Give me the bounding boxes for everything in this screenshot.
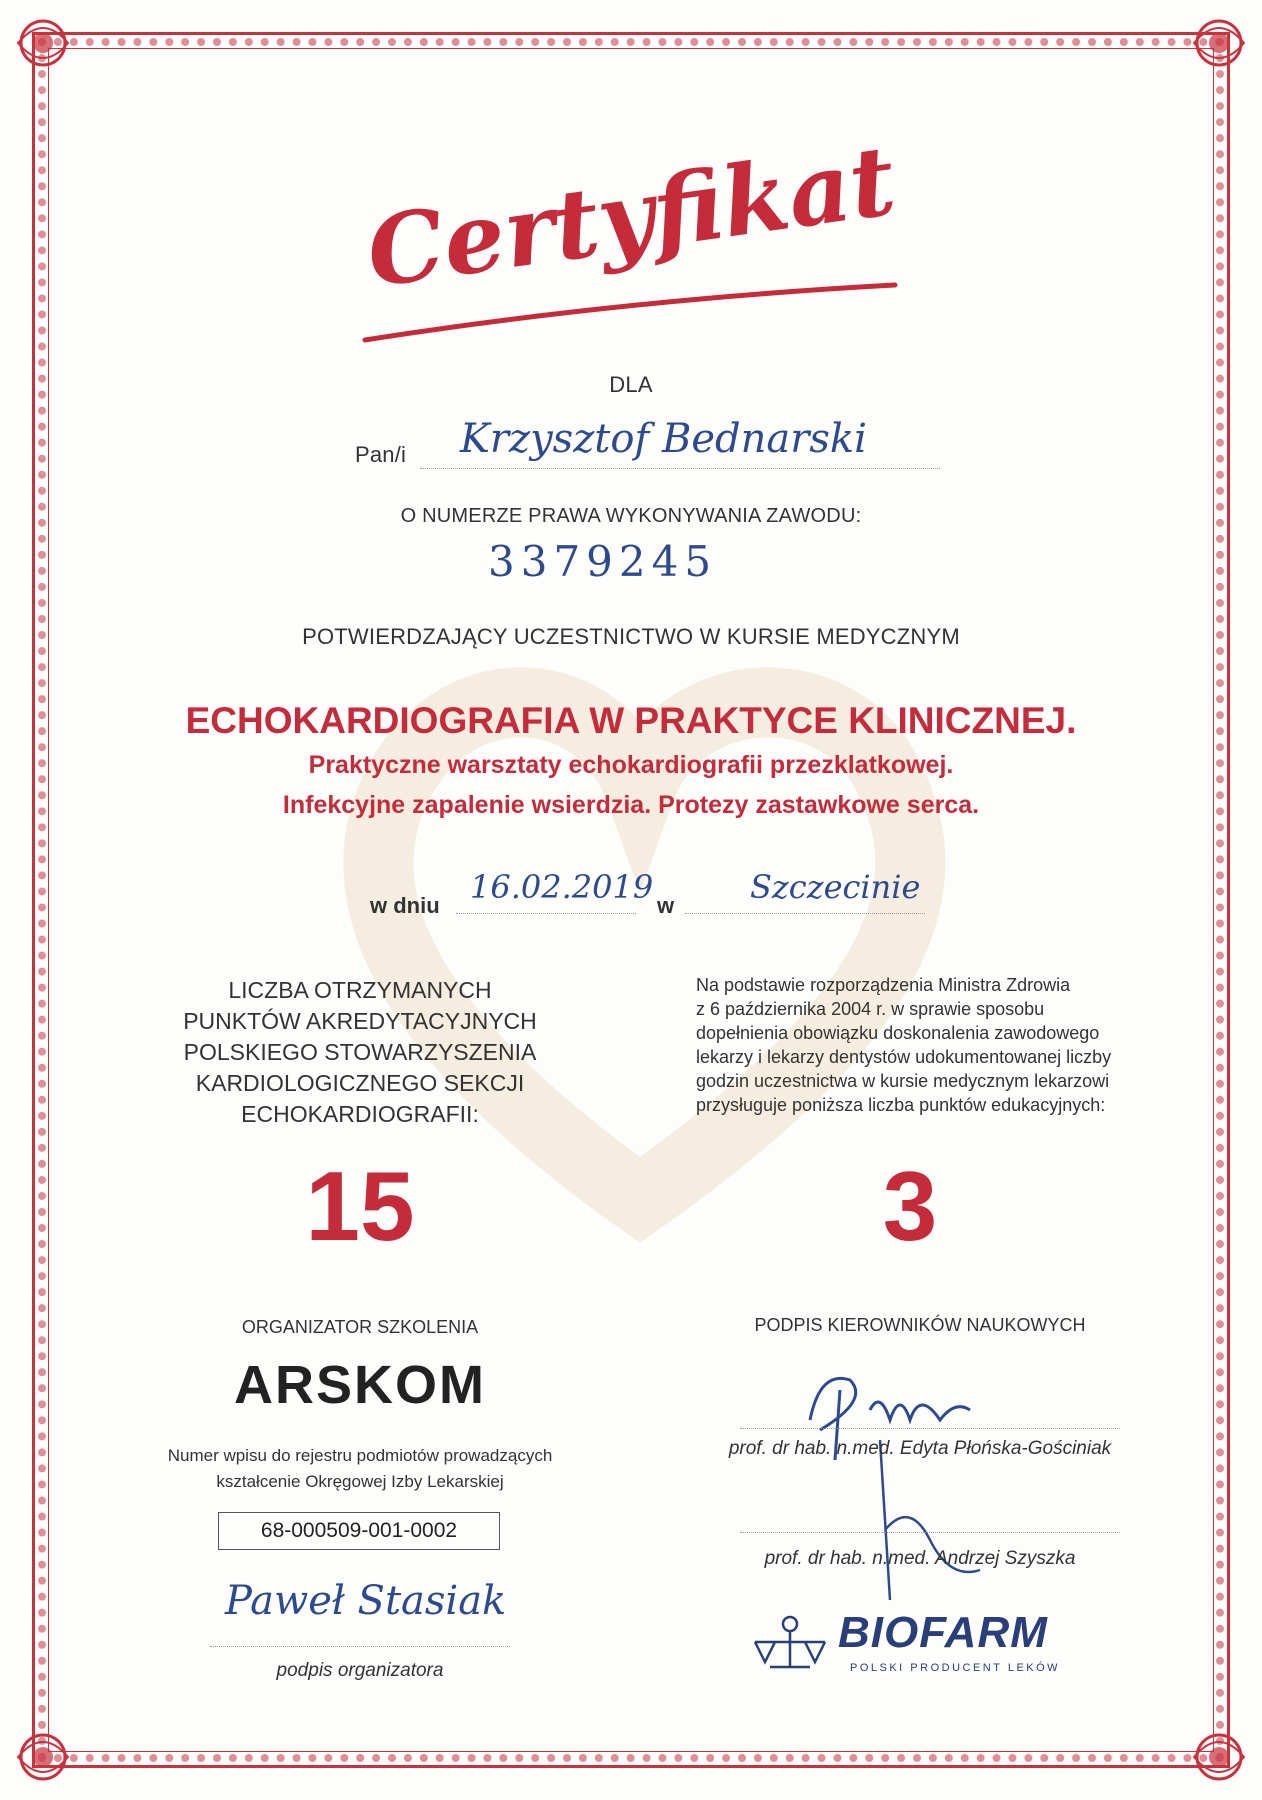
organizer-reg-number: 68-000509-001-0002 [218, 1512, 500, 1550]
organizer-signature-dotline [210, 1646, 510, 1647]
points-left-text [150, 975, 570, 1130]
organizer-reg-line2: kształcenie Okręgowej Izby Lekarskiej [216, 1472, 504, 1491]
place-dotline [685, 913, 925, 914]
sponsor-logo: BIOFARM [838, 1608, 1048, 1657]
date-dotline [456, 913, 636, 914]
course-title: ECHOKARDIOGRAFIA W PRAKTYCE KLINICZNEJ. [185, 700, 1077, 741]
scientific-dotline-1 [740, 1428, 1120, 1429]
organizer-heading: ORGANIZATOR SZKOLENIA [241, 1317, 479, 1337]
organizer-signature-caption: podpis organizatora [276, 1660, 444, 1681]
corner-ornament-icon [8, 1722, 78, 1792]
place-label: w [657, 893, 675, 918]
certificate-title: Certyfikat [360, 123, 902, 310]
date-value: 16.02.2019 [470, 868, 654, 906]
scientific-heading: PODPIS KIEROWNIKÓW NAUKOWYCH [754, 1315, 1086, 1335]
date-label: w dniu [370, 893, 440, 918]
points-right-line: dopełnienia obowiązku doskonalenia zawodowego [696, 1023, 1100, 1043]
scientific-person-2: prof. dr hab. n.med. Andrzej Szyszka [764, 1548, 1076, 1569]
points-left-value: 15 [305, 1151, 415, 1261]
name-label: Pan/i [355, 442, 407, 467]
sponsor-tagline: POLSKI PRODUCENT LEKÓW [850, 1662, 1061, 1674]
scientific-dotline-2 [740, 1532, 1120, 1533]
points-right-value: 3 [882, 1151, 938, 1261]
name-dotline [420, 468, 940, 469]
corner-ornament-icon [1184, 8, 1254, 78]
handwritten-signature-icon [780, 1350, 1000, 1610]
license-label: O NUMERZE PRAWA WYKONYWANIA ZAWODU: [400, 505, 862, 527]
corner-ornament-icon [8, 8, 78, 78]
for-label: DLA [609, 372, 653, 397]
name-value: Krzysztof Bednarski [460, 416, 867, 462]
points-right-text [696, 973, 1126, 1117]
title-swash-icon [360, 280, 900, 350]
points-left-line: KARDIOLOGICZNEGO SEKCJI [195, 1070, 525, 1096]
organizer-logo: ARSKOM [234, 1355, 486, 1415]
points-right-line: z 6 października 2004 r. w sprawie sposobu [696, 999, 1045, 1019]
points-right-line: Na podstawie rozporządzenia Ministra Zdrowia [696, 975, 1071, 995]
points-left-line: LICZBA OTRZYMANYCH [228, 977, 492, 1003]
scientific-person-1: prof. dr hab. n.med. Edyta Płońska-Gościniak [728, 1438, 1112, 1459]
corner-ornament-icon [1184, 1722, 1254, 1792]
points-right-line: lekarzy i lekarzy dentystów udokumentowanej liczby [696, 1047, 1112, 1067]
organizer-reg-line1: Numer wpisu do rejestru podmiotów prowadzących [167, 1446, 553, 1465]
points-right-line: przysługuje poniższa liczba punktów edukacyjnych: [696, 1095, 1106, 1115]
points-left-line: ECHOKARDIOGRAFII: [241, 1101, 479, 1127]
scales-logo-icon [750, 1612, 830, 1672]
points-right-line: godzin uczestnictwa w kursie medycznym lekarzowi [696, 1071, 1110, 1091]
license-value: 3379245 [488, 537, 718, 586]
points-left-line: POLSKIEGO STOWARZYSZENIA [183, 1039, 537, 1065]
place-value: Szczecinie [750, 868, 921, 906]
course-subtitle-1: Praktyczne warsztaty echokardiografii przezklatkowej. [308, 751, 954, 779]
course-subtitle-2: Infekcyjne zapalenie wsierdzia. Protezy zastawkowe serca. [282, 791, 980, 819]
organizer-signature: Paweł Stasiak [225, 1578, 507, 1624]
confirm-text: POTWIERDZAJĄCY UCZESTNICTWO W KURSIE MEDYCZNYM [302, 624, 960, 649]
points-left-line: PUNKTÓW AKREDYTACYJNYCH [183, 1008, 537, 1034]
